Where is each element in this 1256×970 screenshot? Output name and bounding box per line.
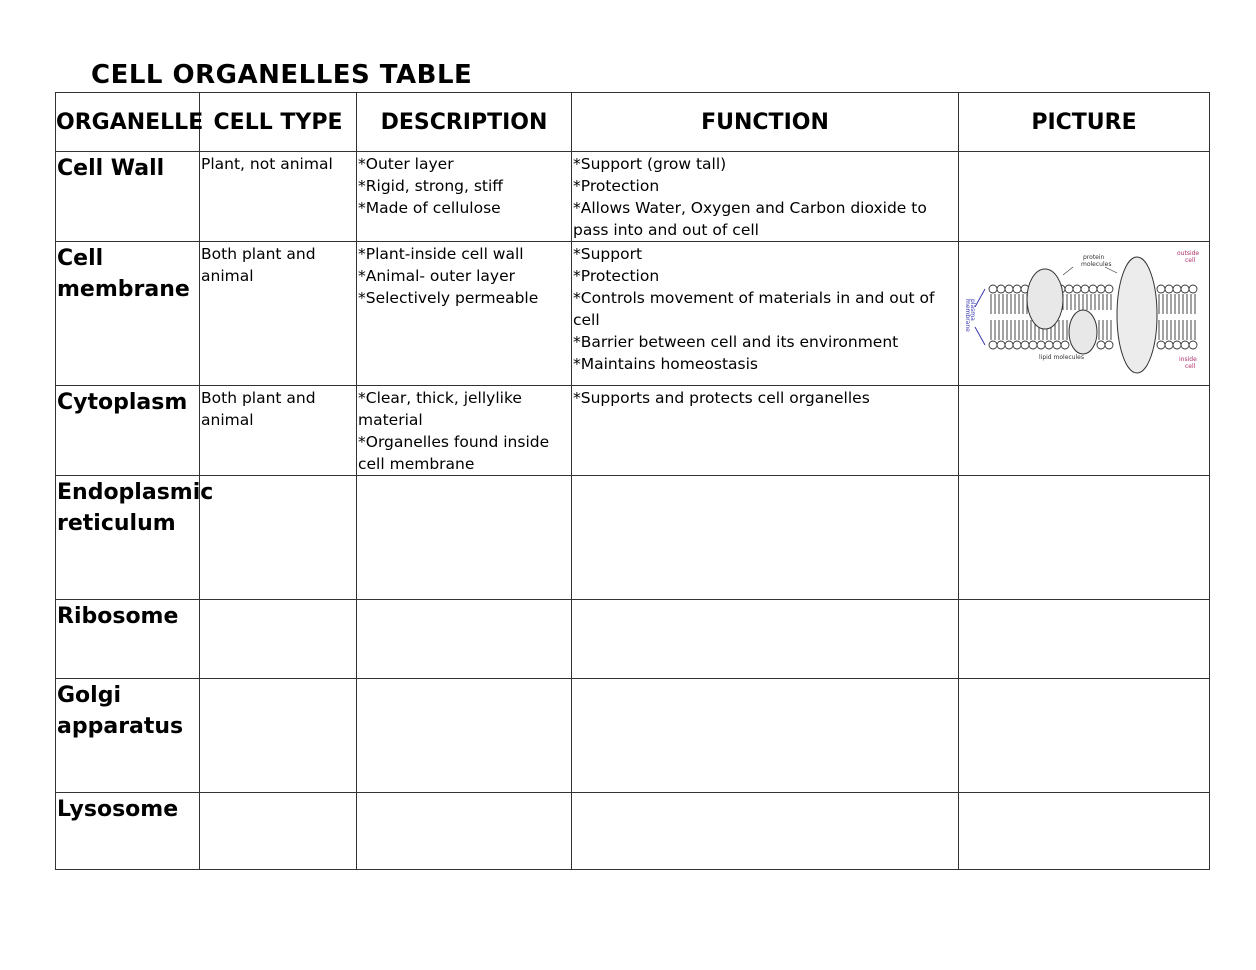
picture-cell [959,600,1210,679]
description-cell [357,386,572,476]
organelle-cell [56,600,200,679]
organelle-cell [56,476,214,600]
function-line: *Protection [573,177,660,195]
header-organelle: ORGANELLE [56,93,200,152]
description-line: *Rigid, strong, stiff [358,177,503,195]
organelle-cell [56,386,200,476]
function-cell [572,793,959,870]
side-label: plasma [968,299,976,321]
function-cell [572,476,959,600]
table-row [56,679,1210,793]
organelle-name: Ribosome [57,604,179,629]
organelle-name: Lysosome [57,797,179,822]
description-line: *Plant-inside cell wall [358,245,524,263]
cell-type-cell [200,793,357,870]
description-cell [357,793,572,870]
header-row [56,93,1210,152]
description-line: *Clear, thick, jellylike material [358,389,522,429]
cell-type-cell [200,386,357,476]
function-line: *Controls movement of materials in and out of cell [573,289,935,329]
cell-type-cell [200,242,357,386]
header-cell-type: CELL TYPE [200,93,357,152]
protein-label: protein [1082,254,1104,261]
function-cell [572,600,959,679]
cell-membrane-diagram-icon [965,247,1205,377]
organelle-cell [56,679,200,793]
outside-label: cell [1184,257,1195,264]
function-line: *Support [573,245,643,263]
description-cell [357,152,572,242]
cell-type-cell [200,600,357,679]
function-cell [572,679,959,793]
organelle-name: Cell membrane [57,246,190,302]
function-cell [572,386,959,476]
cell-type-text: Both plant and animal [201,245,316,285]
description-cell [357,600,572,679]
function-line: *Support (grow tall) [573,155,727,173]
cell-type-cell [200,476,357,600]
function-line: *Barrier between cell and its environment [573,333,899,351]
cell-type-cell [200,679,357,793]
description-line: *Organelles found inside cell membrane [358,433,550,473]
function-cell [572,152,959,242]
table-row [56,152,1210,242]
picture-cell [959,476,1210,600]
header-description: DESCRIPTION [357,93,572,152]
function-line: *Maintains homeostasis [573,355,758,373]
table-row [56,476,1210,600]
cell-type-text: Both plant and animal [201,389,316,429]
organelle-cell [56,793,200,870]
description-line: *Made of cellulose [358,199,501,217]
organelles-table [55,92,1210,870]
outside-label: outside [1176,250,1199,257]
description-cell [357,476,572,600]
picture-cell [959,386,1210,476]
cell-type-text: Plant, not animal [201,155,333,173]
description-cell [357,242,572,386]
organelle-name: Cytoplasm [57,390,188,415]
table-row [56,386,1210,476]
function-line: *Protection [573,267,660,285]
picture-cell [959,242,1210,386]
table-row [56,600,1210,679]
table-row [56,242,1210,386]
inside-label: inside [1178,356,1197,363]
lipid-label: lipid molecules [1038,354,1084,361]
header-function: FUNCTION [572,93,959,152]
function-line: *Allows Water, Oxygen and Carbon dioxide to pass into and out of cell [573,199,927,239]
organelle-name: Golgi apparatus [57,683,184,739]
description-cell [357,679,572,793]
page-title: CELL ORGANELLES TABLE [91,60,473,90]
table-row [56,793,1210,870]
inside-label: cell [1184,363,1195,370]
header-picture: PICTURE [959,93,1210,152]
function-line: *Supports and protects cell organelles [573,389,870,407]
description-line: *Selectively permeable [358,289,539,307]
organelle-name: Endoplasmic reticulum [57,480,214,536]
description-line: *Animal- outer layer [358,267,516,285]
organelle-cell [56,242,200,386]
organelle-name: Cell Wall [57,156,165,181]
organelle-cell [56,152,200,242]
picture-cell [959,679,1210,793]
function-cell [572,242,959,386]
picture-cell [959,152,1210,242]
description-line: *Outer layer [358,155,454,173]
protein-label: molecules [1080,261,1111,268]
cell-type-cell [200,152,357,242]
side-label: membrane [963,299,971,332]
picture-cell [959,793,1210,870]
